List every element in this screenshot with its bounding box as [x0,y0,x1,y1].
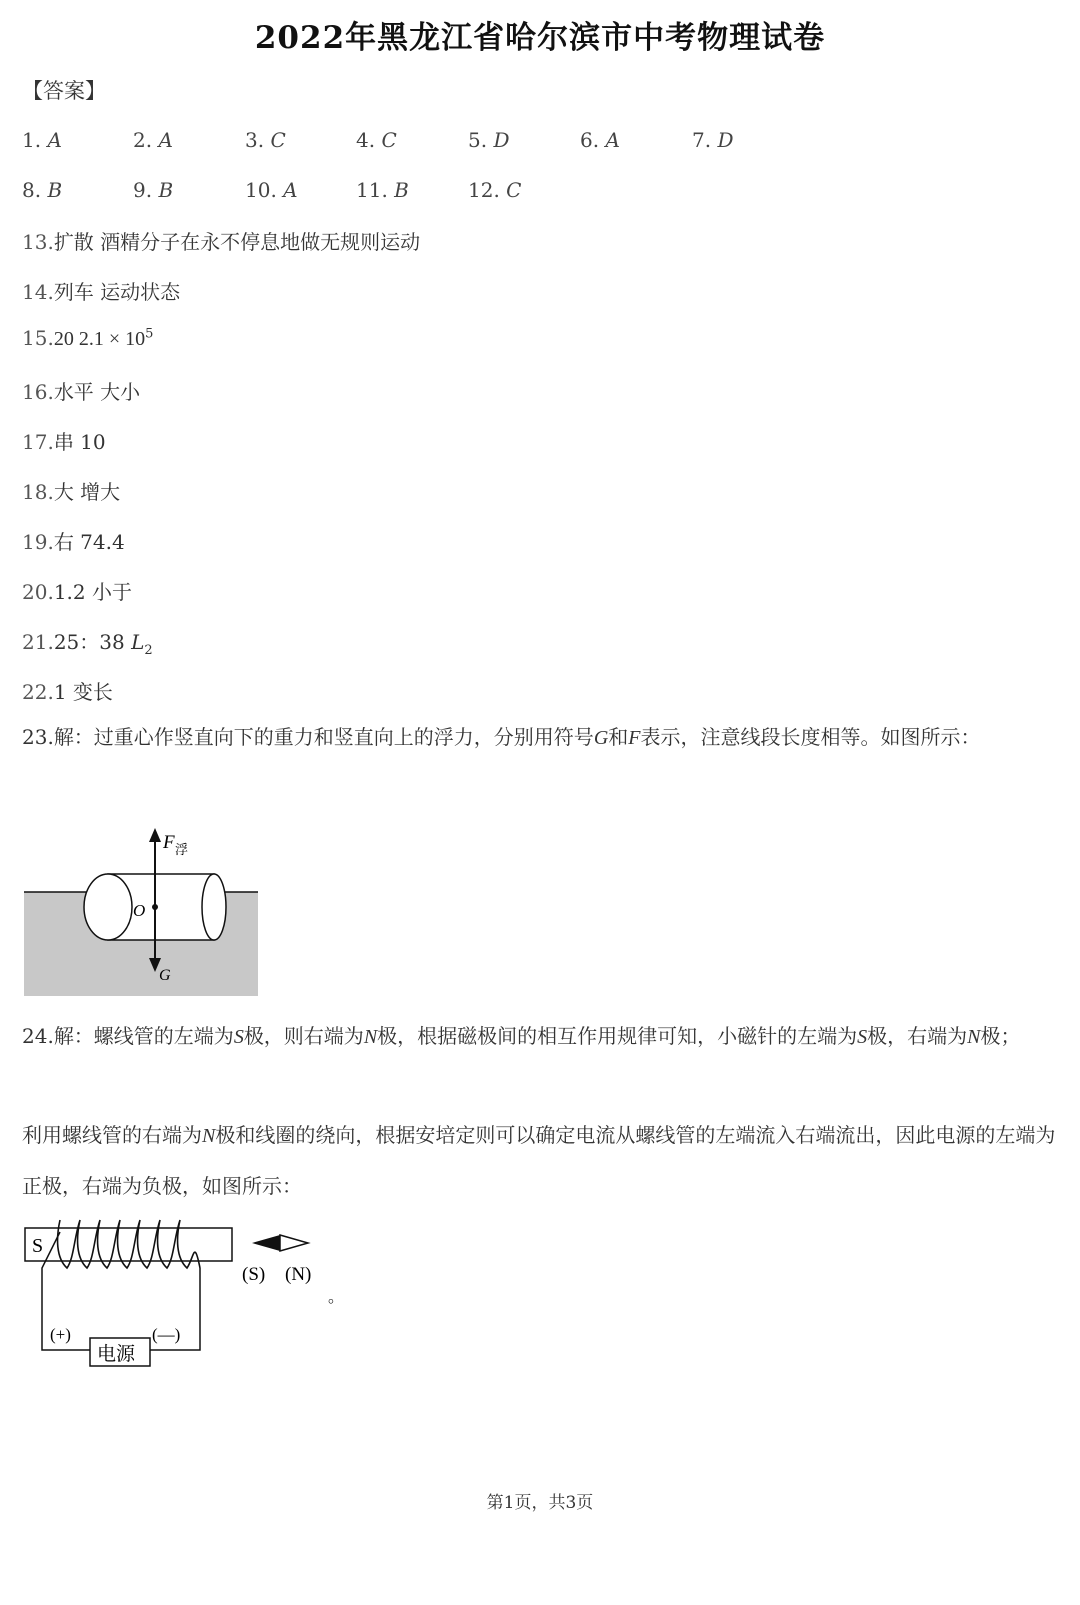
mc-answer: 7. D [692,128,734,152]
answer-18: 18.大 增大 [22,480,121,504]
solenoid-core [25,1228,232,1261]
trailing-period: 。 [328,1289,345,1306]
mc-answer: 1. A [22,128,62,152]
center-of-gravity-dot [152,904,158,910]
answer-22: 22.1 变长 [22,680,113,704]
answer-19: 19.右 74.4 [22,530,125,554]
mc-answer: 4. C [356,128,397,152]
solenoid-left-pole: S [32,1235,44,1257]
label-f-sub: 浮 [175,842,189,857]
mc-answer: 2. A [133,128,173,152]
answer-21: 21.25：38 $L_2$ [22,630,153,658]
section-heading: 【答案】 [22,79,106,103]
answer-13: 13.扩散 酒精分子在永不停息地做无规则运动 [22,230,421,254]
power-source-label: 电源 [97,1344,136,1365]
answer-17: 17.串 10 [22,430,106,454]
positive-terminal-label: (+) [50,1325,71,1344]
negative-terminal-label: (—) [152,1325,181,1344]
needle-right-pole-label: (N) [285,1264,312,1285]
mc-answer: 3. C [245,128,286,152]
answer-24-text: 24.解：螺线管的左端为S极，则右端为N极，根据磁极间的相互作用规律可知，小磁针的左端为S极，右端为N极； [22,1024,1021,1048]
mc-answer: 8. B [22,178,63,202]
buoyancy-arrowhead [149,828,161,842]
cylinder-left-end [84,874,132,940]
mc-answer: 6. A [580,128,620,152]
buoyancy-diagram [22,822,262,998]
answer-14: 14.列车 运动状态 [22,280,181,304]
answer-15: 15.20 $2.1 \times 10^5$ [22,326,154,350]
needle-left-pole-label: (S) [242,1264,266,1285]
mc-answer: 10. A [245,178,298,202]
label-g: G [159,967,171,984]
label-o: O [133,901,146,920]
page-footer: 第1页，共3页 [486,1493,594,1513]
needle-white-half [280,1235,308,1251]
mc-answer: 9. B [133,178,174,202]
answer-20: 20.1.2 小于 [22,580,132,604]
label-f: F [163,832,175,853]
answer-16: 16.水平 大小 [22,380,141,404]
page-title: 2022年黑龙江省哈尔滨市中考物理试卷 [254,20,826,56]
answer-23-text: 23.解：过重心作竖直向下的重力和竖直向上的浮力，分别用符号G和F表示，注意线段长度相等。如图所示： [22,725,981,749]
mc-answer: 12. C [468,178,522,202]
cylinder-right-end [202,874,226,940]
mc-answer: 5. D [468,128,510,152]
answer-24-text-2: 利用螺线管的右端为N极和线圈的绕向，根据安培定则可以确定电流从螺线管的左端流入右端流出，因此电源的左端为正极，右端为负极，如图所示： [22,1123,1056,1198]
solenoid-diagram [22,1218,352,1378]
needle-black-half [252,1235,280,1251]
mc-answer: 11. B [356,178,409,202]
